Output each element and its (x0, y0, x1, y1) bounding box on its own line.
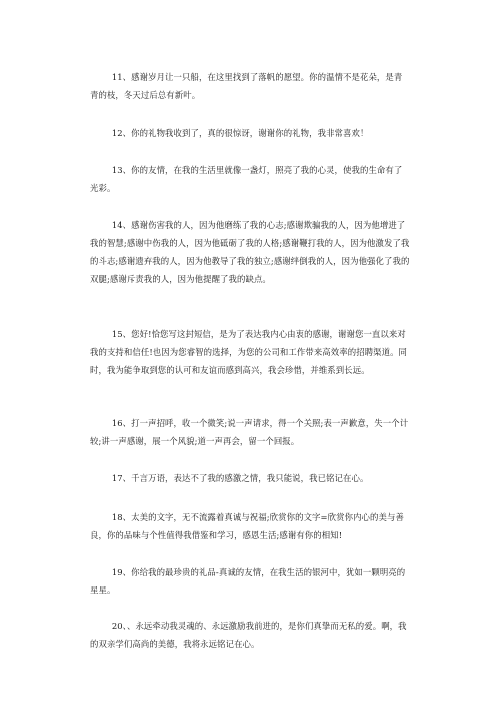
paragraph-13: 13、你的友情，在我的生活里就像一盏灯，照亮了我的心灵，使我的生命有了光彩。 (90, 165, 403, 193)
paragraph-15: 15、您好!恰您写这封短信，是为了表达我内心由衷的感谢，谢谢您一直以来对我的支持和信任!也因为您睿智的选择，为您的公司和工作带来高效率的招聘渠道。同时，我为能争取到您的认可和友谊而感到高兴，我会珍惜，并维系到长远。 (90, 329, 408, 375)
paragraph-18: 18、太美的文字，无不流露着真诚与祝福;欣赏你的文字=欣赏你内心的美与善良，你的品味与个性值得我借鉴和学习，感恩生活;感谢有你的相知! (90, 512, 404, 540)
paragraph-17: 17、千言万语，表达不了我的感激之情，我只能说，我已铭记在心。 (111, 473, 369, 483)
paragraph-14: 14、感谢伤害我的人，因为他磨练了我的心志;感谢欺骗我的人，因为他增进了我的智慧;感谢中伤我的人，因为他砥砺了我的人格;感谢鞭打我的人，因为他激发了我的斗志;感谢遗弃我的人，因为他教导了我的独立;感谢绊倒我的人，因为他强化了我的双腿;感谢斥责我的人，因为他提醒了我的缺点。 (90, 220, 410, 284)
paragraph-19: 19、你给我的最珍贵的礼品-真诚的友情，在我生活的银河中，犹如一颗明亮的星星。 (90, 567, 406, 595)
paragraph-11: 11、感谢岁月让一只船，在这里找到了落帆的愿望。你的温情不是花朵，是青青的枝，冬天过后总有新叶。 (90, 72, 403, 100)
paragraph-16: 16、打一声招呼，收一个微笑;说一声请求，得一个关照;表一声歉意，失一个计较;讲一声感谢，展一个风貌;道一声再会，留一个回报。 (90, 418, 409, 446)
paragraph-12: 12、你的礼物我收到了，真的很惊讶，谢谢你的礼物，我非常喜欢！ (111, 128, 369, 138)
paragraph-20: 20、、永远牵动我灵魂的、永远激励我前进的，是你们真挚而无私的爱。啊，我的双亲学们高尚的美德，我将永远铭记在心。 (90, 621, 407, 649)
